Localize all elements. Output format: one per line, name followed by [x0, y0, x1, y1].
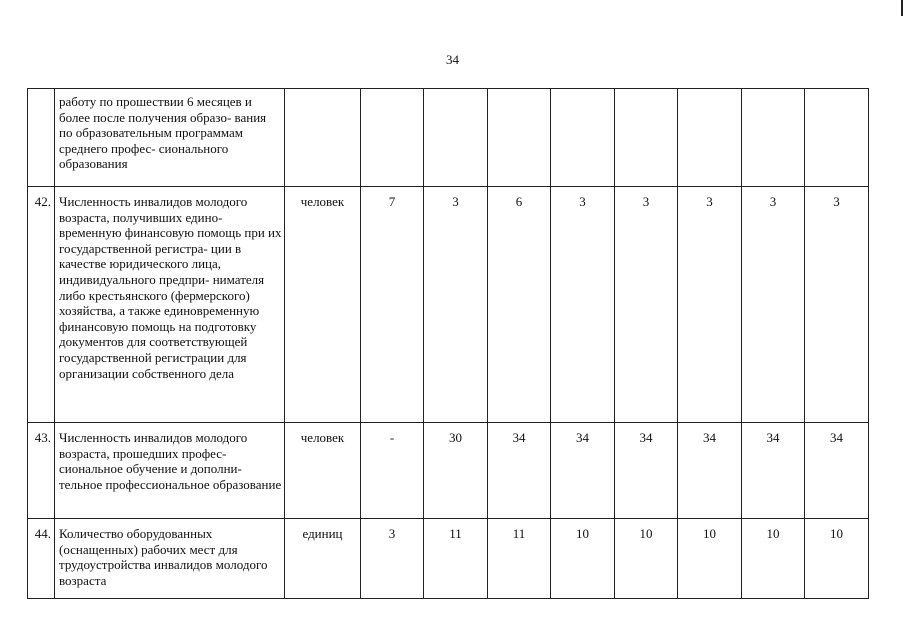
value-cell: 30 — [424, 423, 488, 519]
value-cell: 34 — [551, 423, 615, 519]
indicators-table — [27, 88, 869, 599]
indicator-name: работу по прошествии 6 месяцев и более после получения образо- вания по образовательным программам среднего профес- сионального образования — [55, 89, 285, 187]
value-cell: 34 — [615, 423, 678, 519]
value-cell: 3 — [361, 519, 424, 599]
value-cell: 34 — [678, 423, 742, 519]
value-cell: 3 — [615, 187, 678, 423]
value-cell — [424, 89, 488, 187]
value-cell: 3 — [424, 187, 488, 423]
unit-cell: человек — [285, 423, 361, 519]
value-cell: 10 — [742, 519, 805, 599]
table-row — [28, 519, 869, 599]
unit-cell: единиц — [285, 519, 361, 599]
value-cell — [805, 89, 869, 187]
page-number: 34 — [446, 52, 459, 67]
indicator-name: Численность инвалидов молодого возраста, прошедших профес- сиональное обучение и дополни- тельное профессиональное образование — [55, 423, 285, 519]
row-number — [28, 89, 55, 187]
value-cell — [488, 89, 551, 187]
value-cell — [361, 89, 424, 187]
indicator-name: Численность инвалидов молодого возраста, получивших едино- временную финансовую помощь при их государственной регистра- ции в качестве юридического лица, индивидуального предпри- нимателя либо крестьянского (фермерского) хозяйства, а также единовременную финансовую помощь на подготовку документов для соответствующей государственной регистрации для организации собственного дела — [55, 187, 285, 423]
unit-cell — [285, 89, 361, 187]
value-cell: 10 — [678, 519, 742, 599]
table-row — [28, 89, 869, 187]
value-cell: 3 — [805, 187, 869, 423]
value-cell: 3 — [678, 187, 742, 423]
value-cell: 10 — [805, 519, 869, 599]
value-cell: 7 — [361, 187, 424, 423]
unit-cell: человек — [285, 187, 361, 423]
table-row — [28, 423, 869, 519]
value-cell: 34 — [742, 423, 805, 519]
value-cell: 6 — [488, 187, 551, 423]
value-cell — [742, 89, 805, 187]
value-cell — [678, 89, 742, 187]
value-cell: 34 — [805, 423, 869, 519]
value-cell: 3 — [551, 187, 615, 423]
indicator-name: Количество оборудованных (оснащенных) рабочих мест для трудоустройства инвалидов молодого возраста — [55, 519, 285, 599]
value-cell: - — [361, 423, 424, 519]
row-number: 42. — [28, 187, 55, 423]
value-cell: 34 — [488, 423, 551, 519]
value-cell — [551, 89, 615, 187]
value-cell: 11 — [424, 519, 488, 599]
row-number: 43. — [28, 423, 55, 519]
value-cell — [615, 89, 678, 187]
scan-edge-mark — [901, 0, 903, 16]
value-cell: 3 — [742, 187, 805, 423]
value-cell: 10 — [551, 519, 615, 599]
table-row — [28, 187, 869, 423]
row-number: 44. — [28, 519, 55, 599]
value-cell: 10 — [615, 519, 678, 599]
value-cell: 11 — [488, 519, 551, 599]
